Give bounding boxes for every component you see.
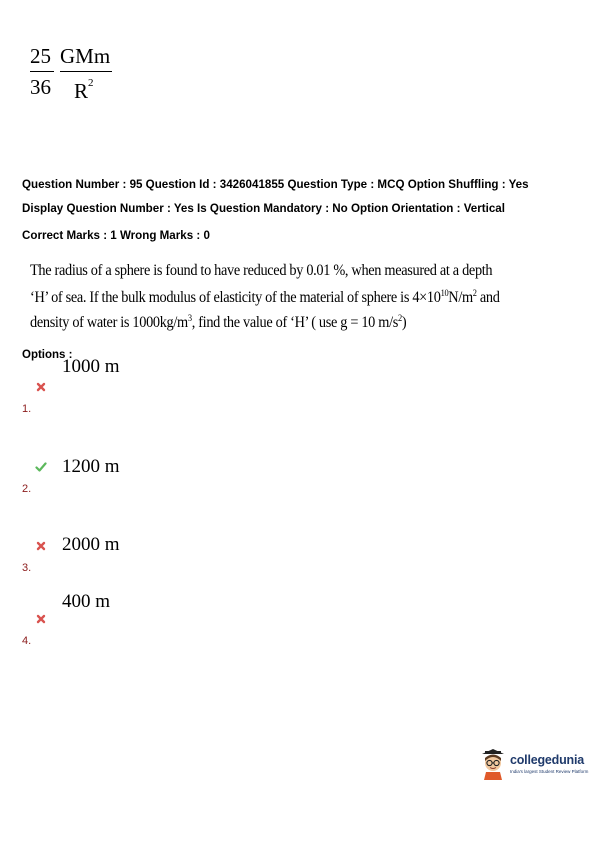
cross-icon <box>36 614 46 624</box>
q-l3-exp2: 2 <box>397 313 402 323</box>
option-1-text: 1000 m <box>62 356 120 377</box>
cross-icon <box>36 382 46 392</box>
fraction-bar-left <box>30 71 54 72</box>
fraction-bar-right <box>60 71 112 72</box>
brand-name: collegedunia <box>510 753 585 767</box>
question-text-line-1: The radius of a sphere is found to have reduced by 0.01 %, when measured at a depth <box>30 262 493 279</box>
radius-symbol: R <box>74 79 89 103</box>
q-l3-part-b: , find the value of ‘H’ ( use g = 10 m/s <box>191 314 398 332</box>
question-meta-line-2: Display Question Number : Yes Is Question Mandatory : No Option Orientation : Vertical <box>22 202 505 215</box>
q-l3-part-c: ) <box>401 314 407 332</box>
q-l2-part-c: and <box>476 289 500 307</box>
q-l2-exp: 10 <box>440 288 449 298</box>
q-l3-exp: 3 <box>187 313 192 323</box>
fraction-expr-numerator: GMm <box>60 44 111 68</box>
option-4-text: 400 m <box>62 591 111 612</box>
option-2-text: 1200 m <box>62 456 120 477</box>
q-l2-part-b: N/m <box>448 289 473 307</box>
q-l3-part-a: density of water is 1000kg/m <box>30 314 188 332</box>
fraction-expr-denominator <box>74 75 94 103</box>
options-label: Options : <box>22 349 73 361</box>
option-1-number: 1. <box>22 403 32 415</box>
question-meta-line-1: Question Number : 95 Question Id : 3426041855 Question Type : MCQ Option Shuffling : Yes <box>22 178 529 191</box>
option-4-number: 4. <box>22 635 32 647</box>
option-3-number: 3. <box>22 562 32 574</box>
question-text-line-3 <box>30 313 406 332</box>
option-3-text: 2000 m <box>62 534 120 555</box>
question-text-line-2 <box>30 288 500 307</box>
cross-icon <box>36 541 46 551</box>
q-l2-part-a: ‘H’ of sea. If the bulk modulus of elasticity of the material of sphere is 4×10 <box>30 289 441 307</box>
mascot-icon <box>479 748 507 780</box>
fraction-coef-numerator: 25 <box>30 44 51 68</box>
option-2-number: 2. <box>22 483 32 495</box>
fraction-coef-denominator: 36 <box>30 75 51 99</box>
question-marks: Correct Marks : 1 Wrong Marks : 0 <box>22 229 210 242</box>
q-l2-exp2: 2 <box>472 288 477 298</box>
radius-exponent: 2 <box>88 77 94 89</box>
check-icon <box>35 462 47 472</box>
brand-tagline: India's largest Student Review Platform <box>510 769 589 774</box>
